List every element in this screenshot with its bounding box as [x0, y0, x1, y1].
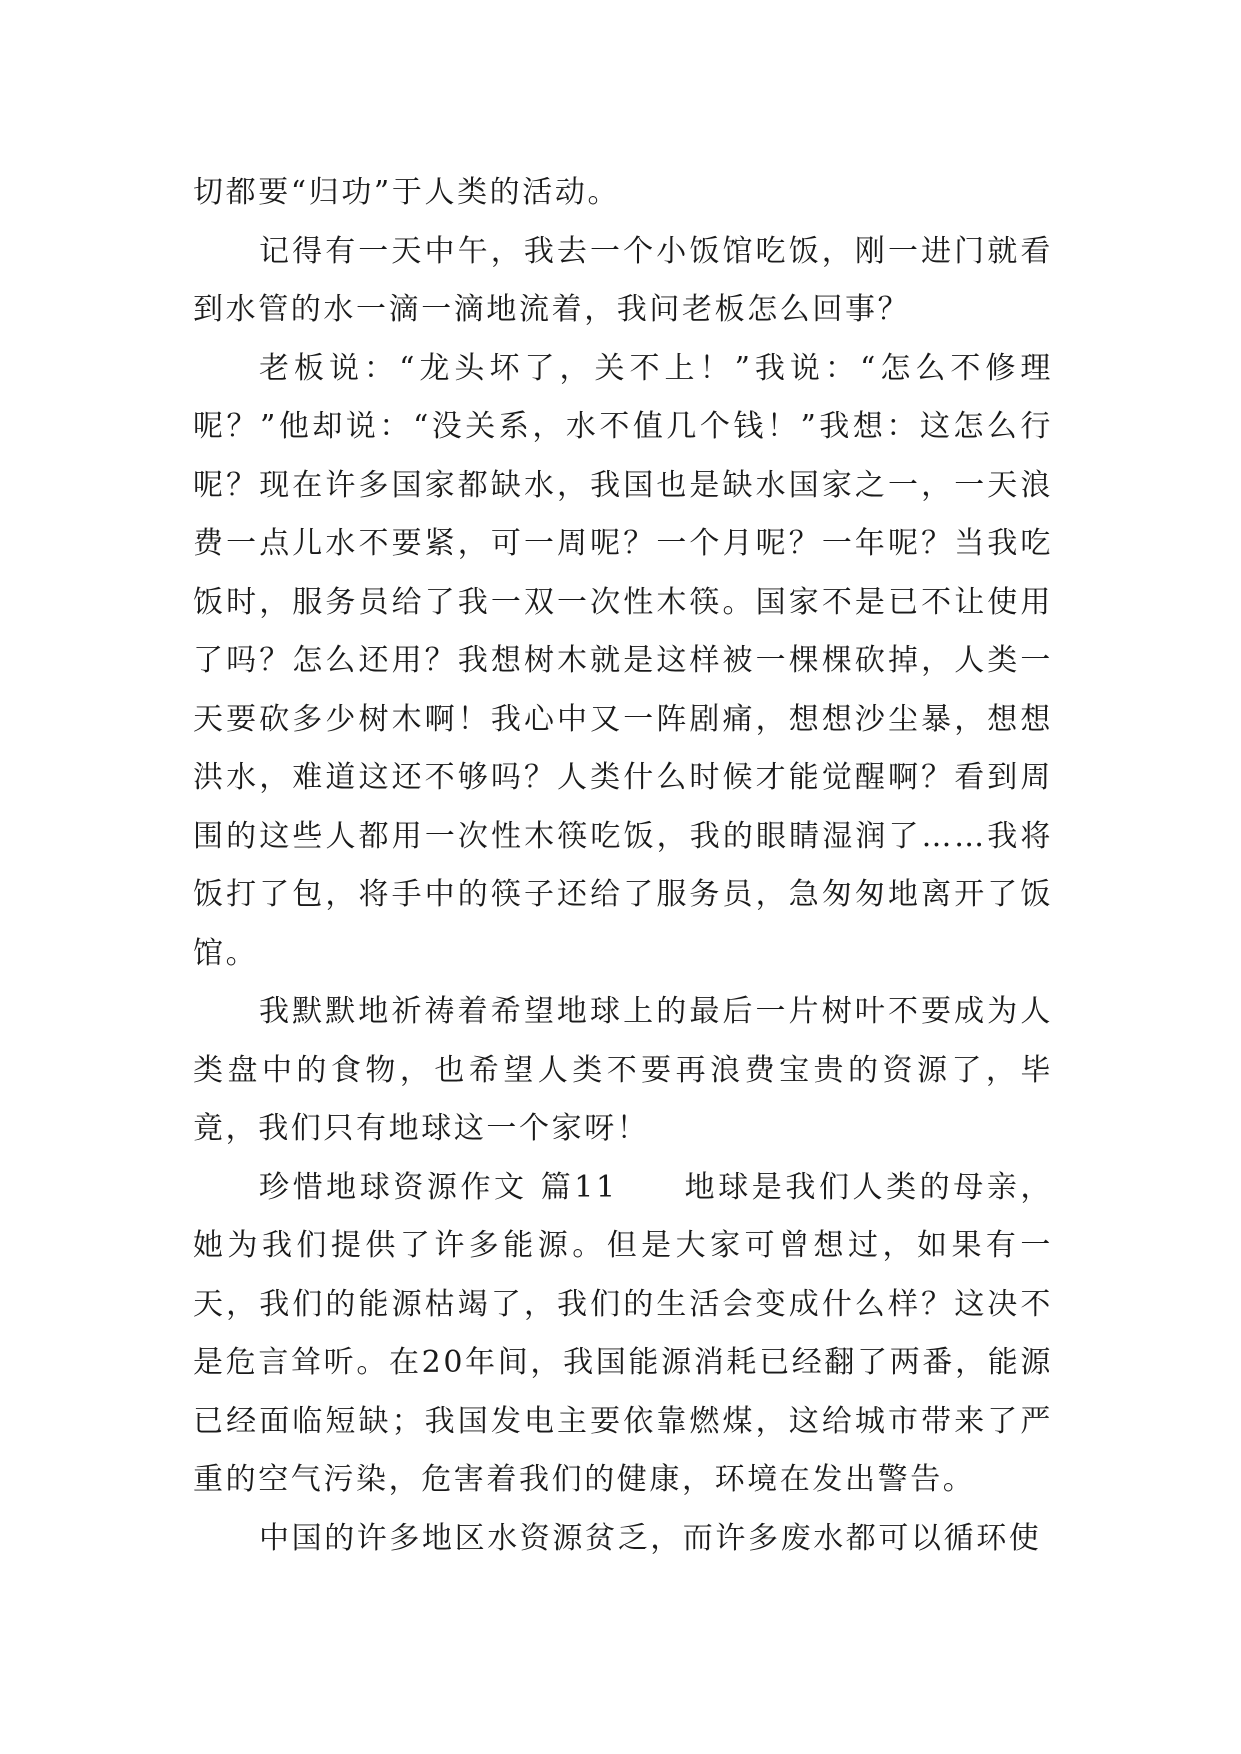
document-page: [193, 164, 1053, 1568]
paragraph-section-11: [193, 1159, 1053, 1510]
paragraph-restaurant-visit: 记得有一天中午，我去一个小饭馆吃饭，刚一进门就看到水管的水一滴一滴地流着，我问老板怎么回事？: [193, 233, 1053, 327]
paragraph-prayer: 我默默地祈祷着希望地球上的最后一片树叶不要成为人类盘中的食物，也希望人类不要再浪费宝贵的资源了，毕竟，我们只有地球这一个家呀！: [193, 994, 1053, 1146]
paragraph-continuation: 切都要“归功”于人类的活动。: [193, 175, 621, 210]
paragraph-water-resources: 中国的许多地区水资源贫乏，而许多废水都可以循环使: [259, 1520, 1042, 1556]
paragraph-boss-dialogue: 老板说：“龙头坏了，关不上！”我说：“怎么不修理呢？”他却说：“没关系，水不值几个钱！”我想：这怎么行呢？现在许多国家都缺水，我国也是缺水国家之一，一天浪费一点儿水不要紧，可一周呢？一个月呢？一年呢？当我吃饭时，服务员给了我一双一次性木筷。国家不是已不让使用了吗？怎么还用？我想树木就是这样被一棵棵砍掉，人类一天要砍多少树木啊！我心中又一阵剧痛，想想沙尘暴，想想洪水，难道这还不够吗？人类什么时候才能觉醒啊？看到周围的这些人都用一次性木筷吃饭，我的眼睛湿润了……我将饭打了包，将手中的筷子还给了服务员，急匆匆地离开了饭馆。: [193, 350, 1053, 971]
section-body: 地球是我们人类的母亲，她为我们提供了许多能源。但是大家可曾想过，如果有一天，我们的能源枯竭了，我们的生活会变成什么样？这决不是危言耸听。在20年间，我国能源消耗已经翻了两番，能源已经面临短缺；我国发电主要依靠燃煤，这给城市带来了严重的空气污染，危害着我们的健康，环境在发出警告。: [193, 1169, 1053, 1497]
section-heading: 珍惜地球资源作文 篇11: [259, 1169, 618, 1205]
